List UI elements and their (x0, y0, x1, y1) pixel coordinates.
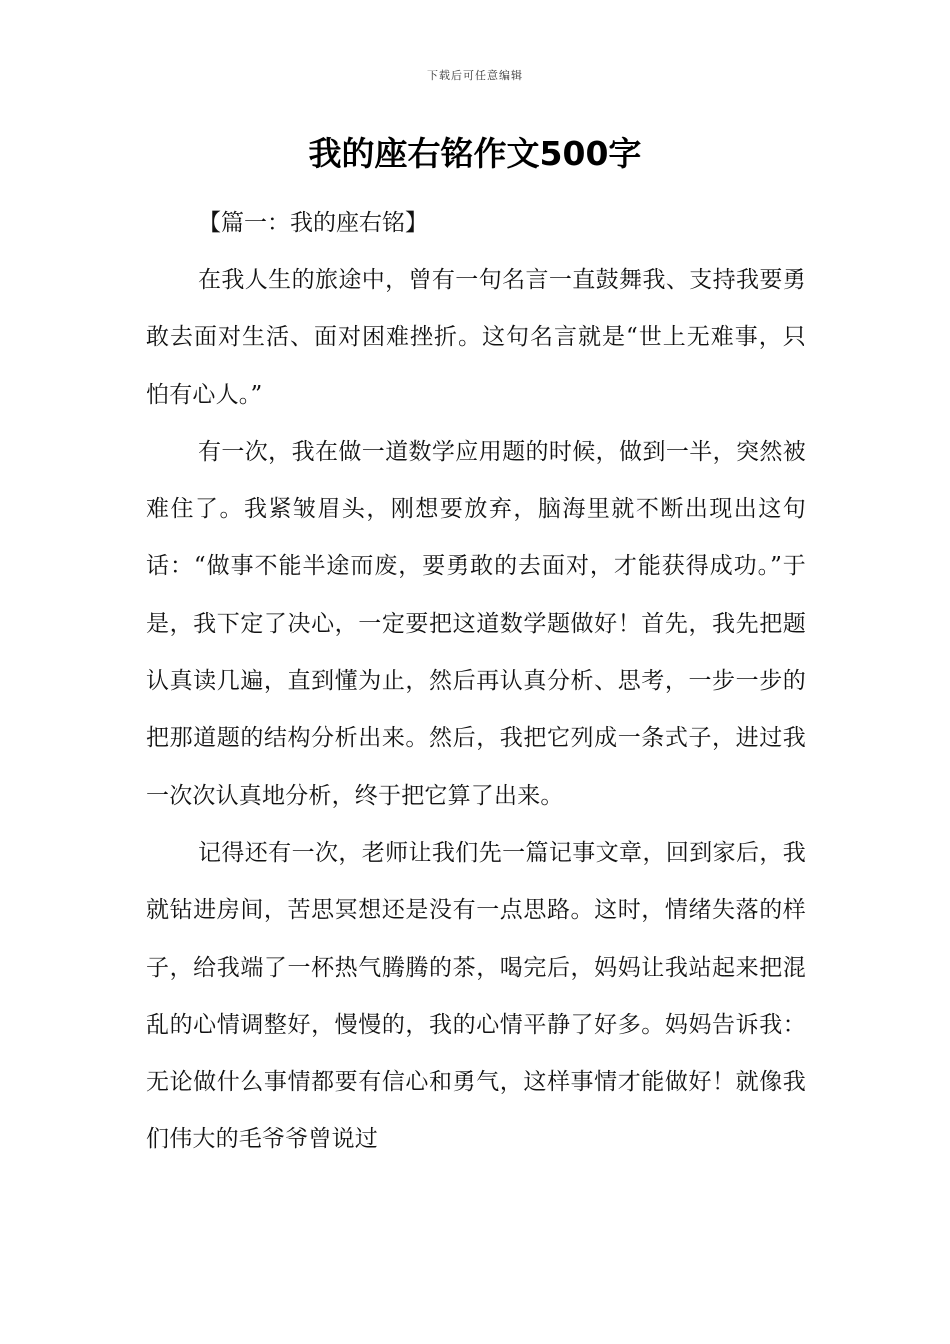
paragraph-2: 有一次，我在做一道数学应用题的时候，做到一半，突然被难住了。我紧皱眉头，刚想要放弃，脑海里就不断出现出这句话：“做事不能半途而废，要勇敢的去面对，才能获得成功。”于是，我下定了决心，一定要把这道数学题做好！首先，我先把题认真读几遍，直到懂为止，然后再认真分析、思考，一步一步的把那道题的结构分析出来。然后，我把它列成一条式子，进过我一次次认真地分析，终于把它算了出来。 (146, 438, 806, 809)
header-note: 下载后可任意编辑 (427, 69, 523, 82)
section-heading: 【篇一：我的座右铭】 (198, 210, 428, 236)
paragraph-3: 记得还有一次，老师让我们先一篇记事文章，回到家后，我就钻进房间，苦思冥想还是没有一点思路。这时，情绪失落的样子，给我端了一杯热气腾腾的茶，喝完后，妈妈让我站起来把混乱的心情调整好，慢慢的，我的心情平静了好多。妈妈告诉我：无论做什么事情都要有信心和勇气，这样事情才能做好！就像我们伟大的毛爷爷曾说过 (146, 839, 806, 1153)
document-title: 我的座右铭作文500字 (308, 134, 642, 173)
document-body (146, 195, 806, 1169)
paragraph-1: 在我人生的旅途中，曾有一句名言一直鼓舞我、支持我要勇敢去面对生活、面对困难挫折。这句名言就是“世上无难事，只怕有心人。” (146, 267, 806, 408)
